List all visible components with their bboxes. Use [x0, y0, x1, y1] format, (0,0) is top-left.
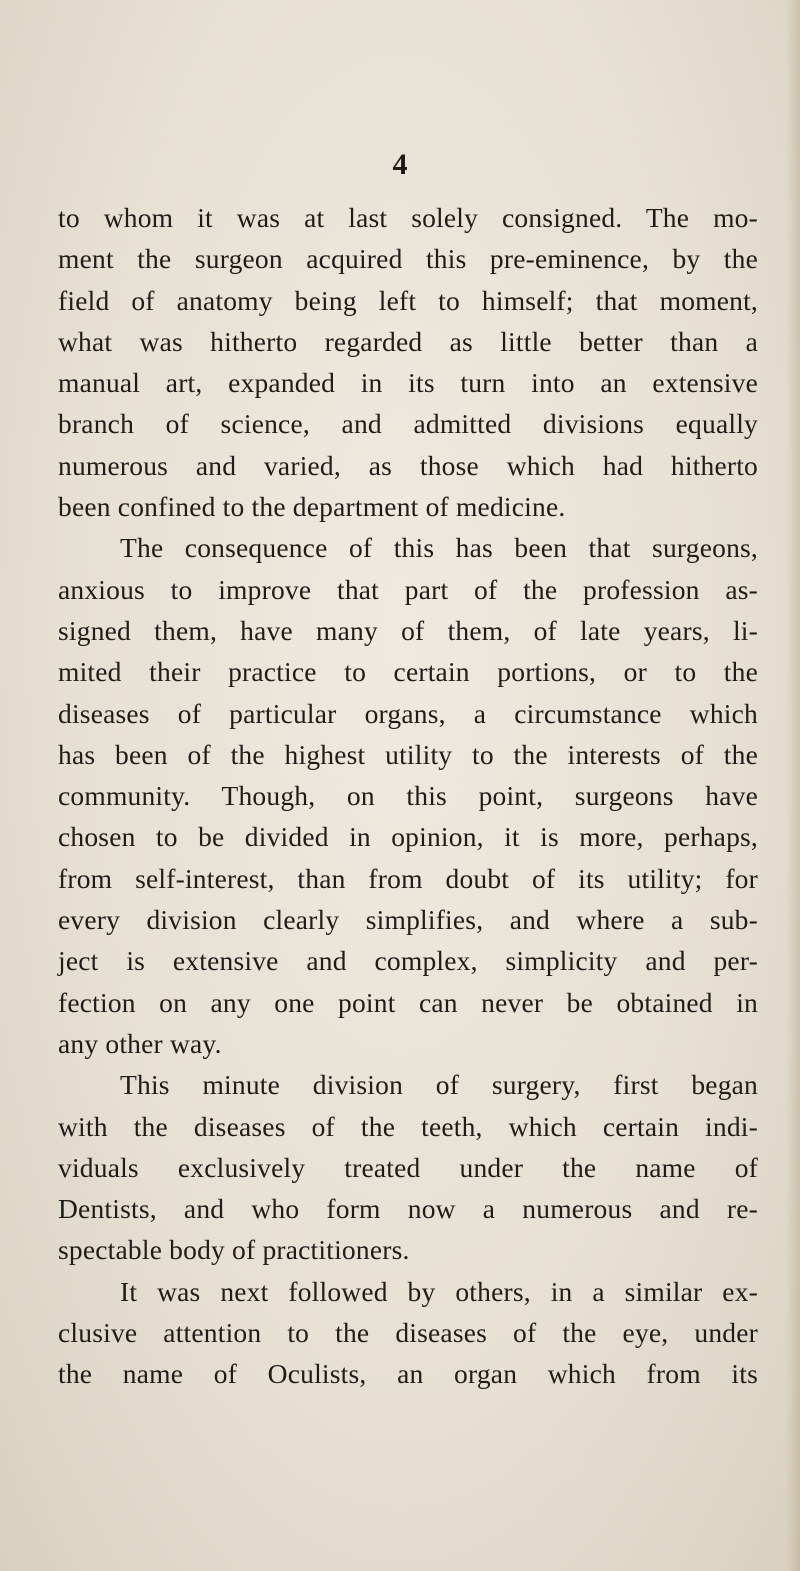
- paragraph-start-line: This minute division of surgery, first began: [120, 1069, 758, 1101]
- text-line: to whom it was at last solely consigned. The mo-: [58, 202, 758, 233]
- text-line: branch of science, and admitted divisions equally: [58, 408, 758, 440]
- text-line: has been of the highest utility to the interests of the: [58, 738, 758, 770]
- page-edge-shadow: [786, 0, 800, 1571]
- page-number: 4: [392, 148, 408, 181]
- text-line: numerous and varied, as those which had hitherto: [58, 449, 758, 481]
- paragraph-start-line: The consequence of this has been that surgeons,: [120, 532, 758, 564]
- text-line: the name of Oculists, an organ which from its: [58, 1358, 758, 1390]
- text-line: viduals exclusively treated under the name of: [58, 1151, 758, 1183]
- text-line: anxious to improve that part of the profession as-: [58, 573, 758, 605]
- text-line: signed them, have many of them, of late years, li-: [58, 614, 758, 646]
- text-line: spectable body of practitioners.: [58, 1234, 410, 1266]
- text-line: chosen to be divided in opinion, it is more, perhaps,: [58, 821, 758, 853]
- text-line: with the diseases of the teeth, which certain indi-: [58, 1110, 758, 1142]
- text-line: ject is extensive and complex, simplicity and per-: [58, 945, 758, 977]
- text-line: any other way.: [58, 1027, 222, 1059]
- text-line: ment the surgeon acquired this pre-eminence, by the: [58, 243, 758, 275]
- text-line: been confined to the department of medicine.: [58, 491, 566, 523]
- text-line: fection on any one point can never be obtained in: [58, 986, 758, 1018]
- text-line: diseases of particular organs, a circumstance which: [58, 697, 758, 729]
- text-line: clusive attention to the diseases of the eye, under: [58, 1317, 758, 1349]
- text-line: field of anatomy being left to himself; that moment,: [58, 284, 758, 316]
- text-line: Dentists, and who form now a numerous and re-: [58, 1193, 758, 1225]
- text-line: community. Though, on this point, surgeons have: [58, 780, 758, 812]
- text-line: mited their practice to certain portions, or to the: [58, 656, 758, 688]
- text-line: manual art, expanded in its turn into an extensive: [58, 367, 758, 399]
- text-line: every division clearly simplifies, and where a sub-: [58, 904, 758, 936]
- paragraph-start-line: It was next followed by others, in a similar ex-: [120, 1275, 758, 1307]
- text-line: what was hitherto regarded as little better than a: [58, 325, 758, 357]
- text-line: from self-interest, than from doubt of its utility; for: [58, 862, 758, 894]
- body-text: [58, 197, 758, 1395]
